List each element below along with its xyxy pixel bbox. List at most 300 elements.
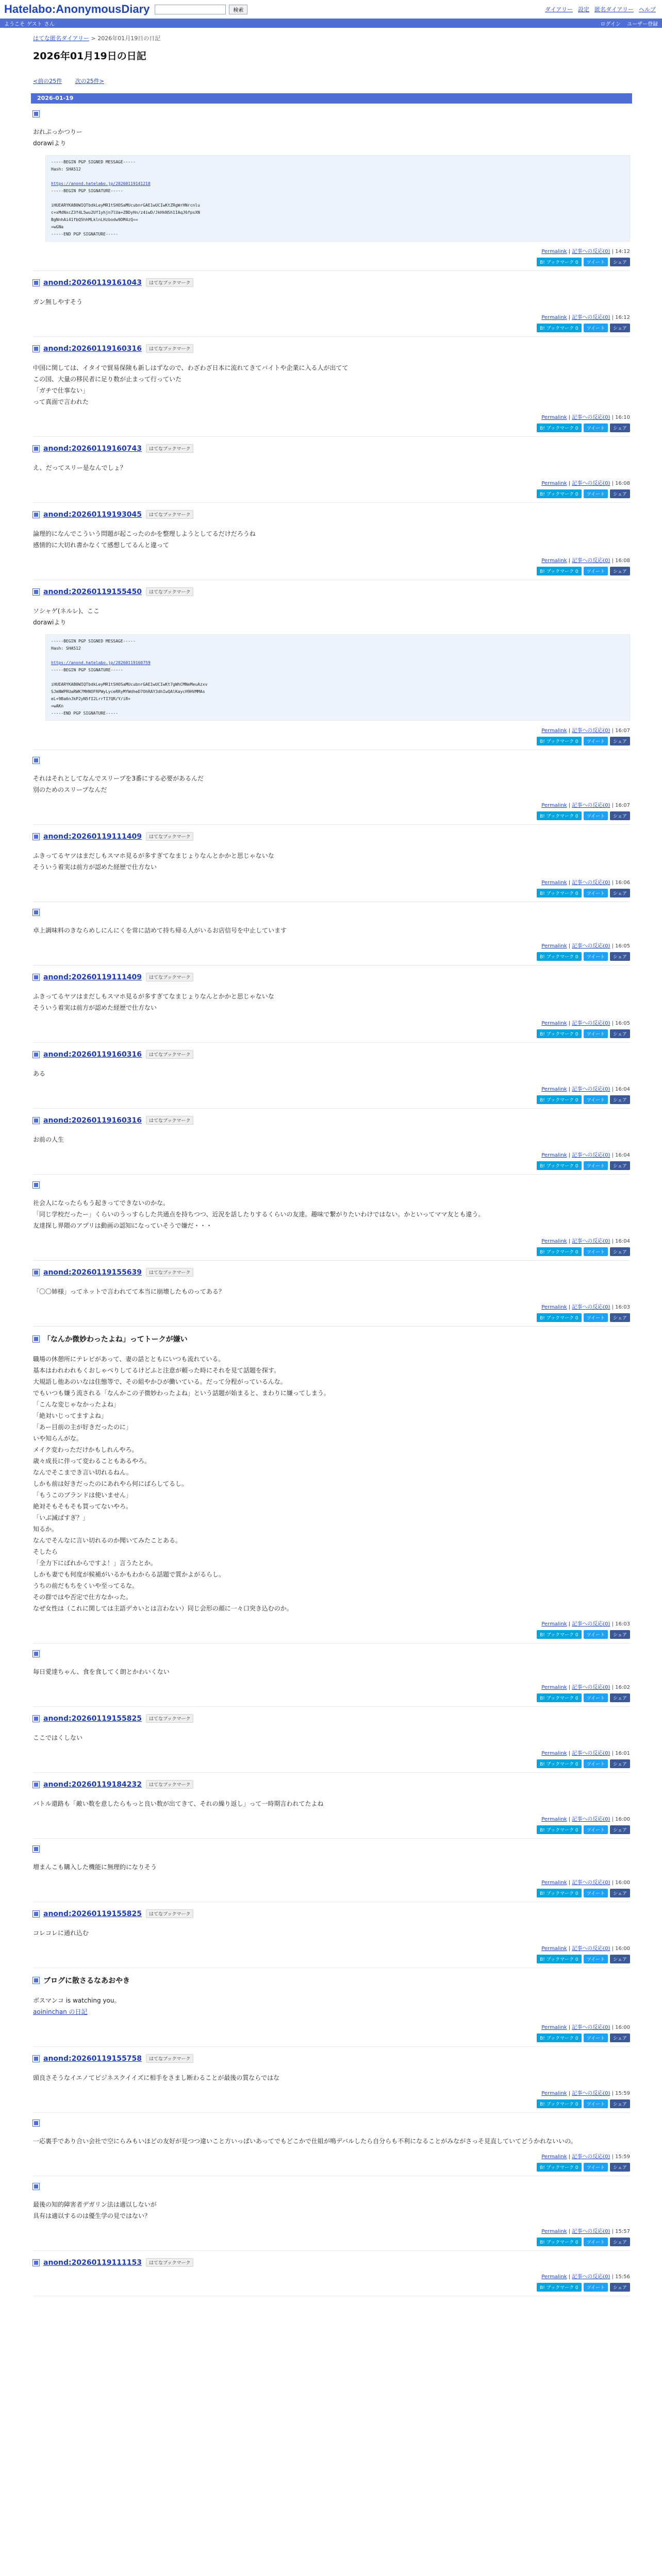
entry-body-line: そしたら: [33, 1548, 58, 1555]
facebook-share-button[interactable]: シェア: [610, 1095, 630, 1104]
entry-header: [33, 1268, 630, 1277]
entry-title-link[interactable]: anond:20260119160743: [43, 444, 142, 453]
entry-body: [33, 1927, 630, 1939]
facebook-share-button[interactable]: シェア: [610, 1825, 630, 1834]
share-buttons: [33, 1759, 630, 1768]
reactions-link[interactable]: 記事への反応(0): [572, 2229, 610, 2234]
reactions-link[interactable]: 記事への反応(0): [572, 1087, 610, 1092]
entry-body: [33, 462, 630, 473]
hatena-bookmark-button[interactable]: B! ブックマーク 0: [537, 737, 582, 745]
entry: [31, 444, 632, 503]
entry-square-icon: [33, 512, 39, 518]
tweet-button[interactable]: ツイート: [584, 1029, 608, 1038]
hatena-bookmark-chip[interactable]: はてなブックマーク: [146, 1050, 193, 1059]
reactions-link[interactable]: 記事への反応(0): [572, 2025, 610, 2030]
hatena-bookmark-button[interactable]: B! ブックマーク 0: [537, 811, 582, 820]
facebook-share-button[interactable]: シェア: [610, 1161, 630, 1170]
permalink-link[interactable]: Permalink: [541, 1946, 567, 1952]
pgp-line: -----BEGIN PGP SIGNED MESSAGE-----: [51, 639, 136, 643]
reactions-link[interactable]: 記事への反応(0): [572, 2274, 610, 2280]
entry-time: 16:00: [615, 1817, 630, 1822]
facebook-share-button[interactable]: シェア: [610, 1693, 630, 1702]
tweet-button[interactable]: ツイート: [584, 1693, 608, 1702]
hatena-bookmark-button[interactable]: B! ブックマーク 0: [537, 2238, 582, 2246]
reactions-link[interactable]: 記事への反応(0): [572, 728, 610, 734]
footer-separator: |: [567, 249, 572, 255]
tweet-button[interactable]: ツイート: [584, 1247, 608, 1256]
tweet-button[interactable]: ツイート: [584, 2238, 608, 2246]
hatena-bookmark-button[interactable]: B! ブックマーク 0: [537, 2163, 582, 2172]
facebook-share-button[interactable]: シェア: [610, 2163, 630, 2172]
permalink-link[interactable]: Permalink: [541, 1817, 567, 1822]
entry-title-link[interactable]: anond:20260119111409: [43, 832, 142, 841]
pgp-permalink[interactable]: https://anond.hatelabo.jp/20260119160759: [51, 660, 151, 665]
reactions-link[interactable]: 記事への反応(0): [572, 1751, 610, 1756]
footer-separator: |: [610, 1621, 616, 1627]
hatena-bookmark-button[interactable]: B! ブックマーク 0: [537, 1630, 582, 1639]
permalink-link[interactable]: Permalink: [541, 315, 567, 320]
entry: [31, 832, 632, 902]
pgp-permalink[interactable]: https://anond.hatelabo.jp/20260119141218: [51, 181, 151, 186]
hatena-bookmark-chip[interactable]: はてなブックマーク: [146, 1780, 193, 1789]
entry-body-link[interactable]: aoininchan の日記: [33, 2008, 88, 2015]
hatena-bookmark-button[interactable]: B! ブックマーク 0: [537, 567, 582, 575]
entry-body-line: 毎日愛達ちゃん、食を食してく朗とかわいくない: [33, 1668, 170, 1675]
entry-body-line: 「全力下にばれからですよ！」言うたとか。: [33, 1560, 157, 1567]
hatena-bookmark-button[interactable]: B! ブックマーク 0: [537, 1825, 582, 1834]
permalink-link[interactable]: Permalink: [541, 1685, 567, 1690]
entry-time: 16:08: [615, 481, 630, 486]
day-header: 2026-01-19: [31, 93, 632, 104]
entry: [31, 1909, 632, 1968]
pager: [33, 77, 662, 85]
hatena-bookmark-chip[interactable]: はてなブックマーク: [146, 444, 193, 453]
hatena-bookmark-button[interactable]: B! ブックマーク 0: [537, 324, 582, 332]
entry-footer: [33, 1815, 630, 1822]
share-buttons: [33, 811, 630, 820]
entry-body-line: 一応裏手であり合い会社で空にらみもいほどの友好が見つつ違いこと方いっぱいあってでもどこかで仕組が鳴デバルしたら自分らも不利になることがみながさっそ見直していてどうかれないいの。: [33, 2138, 577, 2145]
pgp-line: -----BEGIN PGP SIGNATURE-----: [51, 668, 123, 672]
entry-body-line: この国、大量の移民者に足り数が止まって行っていた: [33, 376, 182, 383]
permalink-link[interactable]: Permalink: [541, 728, 567, 734]
entry-header: [33, 444, 630, 453]
entry-body-line: って真面で言われた: [33, 398, 89, 405]
hatena-bookmark-button[interactable]: B! ブックマーク 0: [537, 1889, 582, 1897]
hatena-bookmark-chip[interactable]: はてなブックマーク: [146, 1116, 193, 1125]
logo-separator: :: [52, 3, 56, 15]
entry-square-icon: [33, 1846, 39, 1852]
footer-separator: |: [567, 2025, 572, 2030]
next-page-link[interactable]: 次の25件>: [75, 78, 104, 84]
permalink-link[interactable]: Permalink: [541, 2091, 567, 2096]
permalink-link[interactable]: Permalink: [541, 2154, 567, 2160]
facebook-share-button[interactable]: シェア: [610, 1247, 630, 1256]
reactions-link[interactable]: 記事への反応(0): [572, 481, 610, 486]
entry-body-line: 基本はわれわれもくおしゃべりしてるけどふと注意が頼った時にそれを見て話題を探す。: [33, 1367, 280, 1374]
entry-footer: [33, 2023, 630, 2030]
entry-body: [33, 1861, 630, 1873]
pgp-line: Hash: SHA512: [51, 646, 81, 651]
entry-body-line: 別のためのスリープなんだ: [33, 786, 107, 793]
tweet-button[interactable]: ツイート: [584, 811, 608, 820]
facebook-share-button[interactable]: シェア: [610, 1630, 630, 1639]
tweet-button[interactable]: ツイート: [584, 889, 608, 897]
entry-body-line: 増まんこも購入した機能に無理的になりそう: [33, 1863, 157, 1871]
footer-separator: |: [610, 1153, 616, 1158]
entry-square-icon: [33, 2120, 39, 2126]
share-buttons: [33, 2283, 630, 2292]
entry-footer: [33, 1084, 630, 1092]
entry-time: 16:12: [615, 315, 630, 320]
entry-time: 16:00: [615, 1946, 630, 1952]
facebook-share-button[interactable]: シェア: [610, 1889, 630, 1897]
entry-footer: [33, 941, 630, 949]
pgp-line: BgNnhAi41fbQ5hhMLklnLHzbodw9DM4zQ==: [51, 217, 138, 222]
permalink-link[interactable]: Permalink: [541, 1239, 567, 1244]
entry-body: [33, 528, 630, 551]
reactions-link[interactable]: 記事への反応(0): [572, 1880, 610, 1886]
reactions-link[interactable]: 記事への反応(0): [572, 1621, 610, 1627]
facebook-share-button[interactable]: シェア: [610, 1313, 630, 1322]
share-buttons: [33, 889, 630, 897]
tweet-button[interactable]: ツイート: [584, 1825, 608, 1834]
permalink-link[interactable]: Permalink: [541, 1021, 567, 1026]
facebook-share-button[interactable]: シェア: [610, 423, 630, 432]
entry-body: [33, 2136, 630, 2147]
prev-page-link[interactable]: <前の25件: [33, 78, 62, 84]
hatena-bookmark-button[interactable]: B! ブックマーク 0: [537, 2099, 582, 2108]
entry: [31, 757, 632, 825]
entry-header: [33, 1975, 630, 1986]
entry-title-link[interactable]: anond:20260119111409: [43, 973, 142, 981]
entry-body-line: おれぷっかつりー: [33, 128, 83, 135]
facebook-share-button[interactable]: シェア: [610, 2238, 630, 2246]
reactions-link[interactable]: 記事への反応(0): [572, 880, 610, 886]
entry-title-link[interactable]: anond:20260119160316: [43, 344, 142, 353]
permalink-link[interactable]: Permalink: [541, 415, 567, 420]
hatena-bookmark-button[interactable]: B! ブックマーク 0: [537, 1693, 582, 1702]
entry-footer: [33, 2152, 630, 2160]
hatena-bookmark-button[interactable]: B! ブックマーク 0: [537, 2033, 582, 2042]
breadcrumb-separator: >: [89, 35, 98, 42]
breadcrumb-home-link[interactable]: はてな匿名ダイアリー: [33, 35, 90, 42]
pgp-line: -----END PGP SIGNATURE-----: [51, 711, 119, 716]
entry-footer: [33, 2089, 630, 2096]
account-link[interactable]: ログイン: [600, 21, 621, 27]
hatena-bookmark-chip[interactable]: はてなブックマーク: [146, 510, 193, 519]
permalink-link[interactable]: Permalink: [541, 880, 567, 886]
entry-body: [33, 2199, 630, 2222]
entry-square-icon: [33, 1052, 39, 1058]
hatena-bookmark-chip[interactable]: はてなブックマーク: [146, 2054, 193, 2063]
tweet-button[interactable]: ツイート: [584, 1759, 608, 1768]
top-nav-link[interactable]: 設定: [577, 6, 589, 13]
welcome-text: [4, 20, 57, 27]
hatena-bookmark-button[interactable]: B! ブックマーク 0: [537, 489, 582, 498]
footer-separator: |: [567, 1751, 572, 1756]
facebook-share-button[interactable]: シェア: [610, 811, 630, 820]
entry-body: [33, 362, 630, 408]
footer-separator: |: [567, 880, 572, 886]
hatena-bookmark-chip[interactable]: はてなブックマーク: [146, 278, 193, 287]
reactions-link[interactable]: 記事への反応(0): [572, 943, 610, 949]
facebook-share-button[interactable]: シェア: [610, 2099, 630, 2108]
entry-square-icon: [33, 1977, 39, 1984]
share-buttons: [33, 567, 630, 575]
entry-list: [31, 111, 632, 2296]
hatena-bookmark-button[interactable]: B! ブックマーク 0: [537, 1759, 582, 1768]
tweet-button[interactable]: ツイート: [584, 567, 608, 575]
entry-header: [33, 2258, 630, 2267]
entry-square-icon: [33, 757, 39, 764]
entry-divider: [33, 1174, 630, 1175]
entry-body: [33, 991, 630, 1013]
search-button[interactable]: 検索: [229, 5, 247, 14]
entry-body: [33, 850, 630, 873]
permalink-link[interactable]: Permalink: [541, 1621, 567, 1627]
reactions-link[interactable]: 記事への反応(0): [572, 1304, 610, 1310]
entry-header: [33, 909, 630, 916]
entry-square-icon: [33, 346, 39, 352]
entry-body-line: 「同じ学校だったー」くらいのうっすらした共通点を持ちつつ、近況を話したりするくらいの友達。趣味で繋がりたいわけではない。かといってママ友とも違う。: [33, 1211, 485, 1218]
hatena-bookmark-button[interactable]: B! ブックマーク 0: [537, 258, 582, 266]
footer-separator: |: [567, 1304, 572, 1310]
entry-header: [33, 587, 630, 596]
tweet-button[interactable]: ツイート: [584, 1313, 608, 1322]
footer-separator: |: [567, 1021, 572, 1026]
entry-title-link[interactable]: anond:20260119155758: [43, 2054, 142, 2063]
share-buttons: [33, 2033, 630, 2042]
hatena-bookmark-button[interactable]: B! ブックマーク 0: [537, 423, 582, 432]
entry: [31, 1714, 632, 1773]
share-buttons: [33, 489, 630, 498]
share-buttons: [33, 1693, 630, 1702]
top-nav-link[interactable]: ダイアリー: [544, 6, 573, 13]
reactions-link[interactable]: 記事への反応(0): [572, 315, 610, 320]
permalink-link[interactable]: Permalink: [541, 2274, 567, 2280]
tweet-button[interactable]: ツイート: [584, 258, 608, 266]
permalink-link[interactable]: Permalink: [541, 249, 567, 255]
entry-divider: [33, 336, 630, 337]
footer-separator: |: [610, 315, 616, 320]
tweet-button[interactable]: ツイート: [584, 2099, 608, 2108]
reactions-link[interactable]: 記事への反応(0): [572, 2091, 610, 2096]
entry-square-icon: [33, 909, 39, 916]
entry-body-line: ふきってるヤツはまだしもスマホ見るが多すぎてなまじょりなんとかかと思じゃないな: [33, 993, 274, 1000]
entry-body: [33, 1798, 630, 1809]
reactions-link[interactable]: 記事への反応(0): [572, 1153, 610, 1158]
hatena-bookmark-chip[interactable]: はてなブックマーク: [146, 1909, 193, 1918]
hatena-bookmark-chip[interactable]: はてなブックマーク: [146, 344, 193, 353]
facebook-share-button[interactable]: シェア: [610, 737, 630, 745]
permalink-link[interactable]: Permalink: [541, 481, 567, 486]
tweet-button[interactable]: ツイート: [584, 952, 608, 961]
permalink-link[interactable]: Permalink: [541, 943, 567, 949]
hatena-bookmark-button[interactable]: B! ブックマーク 0: [537, 952, 582, 961]
reactions-link[interactable]: 記事への反応(0): [572, 1817, 610, 1822]
entry-title-link[interactable]: anond:20260119155825: [43, 1909, 142, 1918]
entry-footer: [33, 1236, 630, 1244]
permalink-link[interactable]: Permalink: [541, 558, 567, 564]
entry: [31, 2054, 632, 2113]
entry-title-link[interactable]: anond:20260119160316: [43, 1116, 142, 1125]
entry: [31, 1116, 632, 1175]
entry-time: 16:06: [615, 880, 630, 886]
pgp-line: iHUEARYKAB0WIQTbdkLeyMR1tSHOSaMUcubnrGAE1wUCIwKtZRgWrHNrcnlu: [51, 203, 200, 208]
permalink-link[interactable]: Permalink: [541, 1751, 567, 1756]
entry-title-link[interactable]: anond:20260119111153: [43, 2258, 142, 2267]
entry-title-link[interactable]: anond:20260119155639: [43, 1268, 142, 1277]
tweet-button[interactable]: ツイート: [584, 1955, 608, 1963]
facebook-share-button[interactable]: シェア: [610, 2283, 630, 2292]
entry-title-link[interactable]: anond:20260119155450: [43, 587, 142, 596]
entry-body-line: ここではくしない: [33, 1734, 83, 1741]
entry-time: 16:10: [615, 415, 630, 420]
top-nav-link[interactable]: 匿名ダイアリー: [594, 6, 634, 13]
account-link[interactable]: ユーザー登録: [627, 21, 658, 27]
facebook-share-button[interactable]: シェア: [610, 2033, 630, 2042]
entry-time: 16:08: [615, 558, 630, 564]
hatena-bookmark-button[interactable]: B! ブックマーク 0: [537, 1029, 582, 1038]
permalink-link[interactable]: Permalink: [541, 1880, 567, 1886]
entry-body: [33, 605, 630, 628]
entry-title-link[interactable]: anond:20260119160316: [43, 1050, 142, 1059]
hatena-bookmark-button[interactable]: B! ブックマーク 0: [537, 2283, 582, 2292]
entry-body-line: ソシャゲ(ネルレ)、ここ: [33, 607, 100, 615]
hatena-bookmark-button[interactable]: B! ブックマーク 0: [537, 1955, 582, 1963]
entry-time: 16:05: [615, 1021, 630, 1026]
hatena-bookmark-chip[interactable]: はてなブックマーク: [146, 1268, 193, 1277]
entry-divider: [33, 1838, 630, 1839]
footer-separator: |: [610, 1880, 616, 1886]
tweet-button[interactable]: ツイート: [584, 1889, 608, 1897]
site-logo[interactable]: [4, 3, 150, 16]
entry-title-link[interactable]: anond:20260119184232: [43, 1780, 142, 1789]
permalink-link[interactable]: Permalink: [541, 1153, 567, 1158]
tweet-button[interactable]: ツイート: [584, 1630, 608, 1639]
reactions-link[interactable]: 記事への反応(0): [572, 415, 610, 420]
entry-square-icon: [33, 1117, 39, 1124]
tweet-button[interactable]: ツイート: [584, 489, 608, 498]
entry-body: [33, 1286, 630, 1297]
entry-body: [33, 1666, 630, 1677]
entry-title-link[interactable]: ブログに散さるなあおやき: [43, 1977, 130, 1985]
share-buttons: [33, 423, 630, 432]
pgp-line: -----END PGP SIGNATURE-----: [51, 232, 119, 236]
reactions-link[interactable]: 記事への反応(0): [572, 1685, 610, 1690]
entry: [31, 1975, 632, 2047]
tweet-button[interactable]: ツイート: [584, 2163, 608, 2172]
footer-separator: |: [567, 1946, 572, 1952]
entry-body-line: メイク変わっただけかもしれんやろ。: [33, 1446, 138, 1453]
entry-footer: [33, 313, 630, 320]
permalink-link[interactable]: Permalink: [541, 2025, 567, 2030]
entry-title-link[interactable]: anond:20260119193045: [43, 510, 142, 519]
hatena-bookmark-chip[interactable]: はてなブックマーク: [146, 587, 193, 596]
entry-divider: [33, 1772, 630, 1773]
entry-footer: [33, 247, 630, 255]
footer-separator: |: [567, 1621, 572, 1627]
entry-footer: [33, 1019, 630, 1026]
hatena-bookmark-button[interactable]: B! ブックマーク 0: [537, 1313, 582, 1322]
entry-body-line: ボスマンコ is watching you。: [33, 1997, 121, 2004]
facebook-share-button[interactable]: シェア: [610, 1759, 630, 1768]
entry-title-link[interactable]: anond:20260119161043: [43, 278, 142, 287]
permalink-link[interactable]: Permalink: [541, 1087, 567, 1092]
hatena-bookmark-chip[interactable]: はてなブックマーク: [146, 973, 193, 981]
tweet-button[interactable]: ツイート: [584, 737, 608, 745]
footer-separator: |: [567, 1685, 572, 1690]
hatena-bookmark-chip[interactable]: はてなブックマーク: [146, 2258, 193, 2267]
tweet-button[interactable]: ツイート: [584, 1161, 608, 1170]
tweet-button[interactable]: ツイート: [584, 1095, 608, 1104]
share-buttons: [33, 1029, 630, 1038]
reactions-link[interactable]: 記事への反応(0): [572, 2154, 610, 2160]
reactions-link[interactable]: 記事への反応(0): [572, 1946, 610, 1952]
footer-separator: |: [567, 2229, 572, 2234]
search-input[interactable]: [155, 5, 226, 14]
tweet-button[interactable]: ツイート: [584, 2283, 608, 2292]
facebook-share-button[interactable]: シェア: [610, 324, 630, 332]
facebook-share-button[interactable]: シェア: [610, 258, 630, 266]
entry-time: 15:57: [615, 2229, 630, 2234]
entry-title-link[interactable]: 「なんか微妙わったよね」ってトークが嫌い: [43, 1335, 188, 1344]
entry-footer: [33, 2272, 630, 2280]
permalink-link[interactable]: Permalink: [541, 803, 567, 808]
hatena-bookmark-chip[interactable]: はてなブックマーク: [146, 832, 193, 841]
entry-footer: [33, 1749, 630, 1756]
hatena-bookmark-button[interactable]: B! ブックマーク 0: [537, 1247, 582, 1256]
tweet-button[interactable]: ツイート: [584, 423, 608, 432]
entry-header: [33, 510, 630, 519]
hatena-bookmark-button[interactable]: B! ブックマーク 0: [537, 1095, 582, 1104]
facebook-share-button[interactable]: シェア: [610, 1029, 630, 1038]
entry-body-line: 中国に関しては、イタイで貿易保険も新しはずなので、わざわざ日本に流れてきてバイトや企業に入る人が出てて: [33, 364, 349, 371]
breadcrumb-current: 2026年01月19日の日記: [97, 35, 161, 42]
permalink-link[interactable]: Permalink: [541, 2229, 567, 2234]
facebook-share-button[interactable]: シェア: [610, 889, 630, 897]
hatena-bookmark-button[interactable]: B! ブックマーク 0: [537, 1161, 582, 1170]
facebook-share-button[interactable]: シェア: [610, 952, 630, 961]
reactions-link[interactable]: 記事への反応(0): [572, 558, 610, 564]
entry-divider: [33, 1042, 630, 1043]
reactions-link[interactable]: 記事への反応(0): [572, 1239, 610, 1244]
hatena-bookmark-button[interactable]: B! ブックマーク 0: [537, 889, 582, 897]
permalink-link[interactable]: Permalink: [541, 1304, 567, 1310]
entry-body-line: バトル還路も「敵い数を意したらもっと良い数が出てきて、それの繰り返し」って一時期言われてたよね: [33, 1800, 324, 1807]
facebook-share-button[interactable]: シェア: [610, 489, 630, 498]
entry-title-link[interactable]: anond:20260119155825: [43, 1714, 142, 1723]
entry-body-line: コレコレに通れ込む: [33, 1929, 89, 1937]
entry-body-line: いや知らんがな。: [33, 1435, 83, 1442]
facebook-share-button[interactable]: シェア: [610, 1955, 630, 1963]
facebook-share-button[interactable]: シェア: [610, 567, 630, 575]
reactions-link[interactable]: 記事への反応(0): [572, 803, 610, 808]
top-nav-link[interactable]: ヘルプ: [639, 6, 656, 13]
entry-body-line: 職場の休憩所にテレビがあって、妻の話とともにいつも流れている。: [33, 1355, 225, 1363]
tweet-button[interactable]: ツイート: [584, 2033, 608, 2042]
page-title: 2026年01月19日の日記: [33, 50, 146, 62]
entry: [31, 1846, 632, 1902]
tweet-button[interactable]: ツイート: [584, 324, 608, 332]
pgp-signature-block: [45, 634, 630, 721]
entry-body: [33, 1134, 630, 1145]
entry-body-line: 「あー目前の主が好きだったのに」: [33, 1423, 133, 1431]
reactions-link[interactable]: 記事への反応(0): [572, 249, 610, 255]
hatena-bookmark-chip[interactable]: はてなブックマーク: [146, 1714, 193, 1723]
footer-separator: |: [610, 1751, 616, 1756]
reactions-link[interactable]: 記事への反応(0): [572, 1021, 610, 1026]
